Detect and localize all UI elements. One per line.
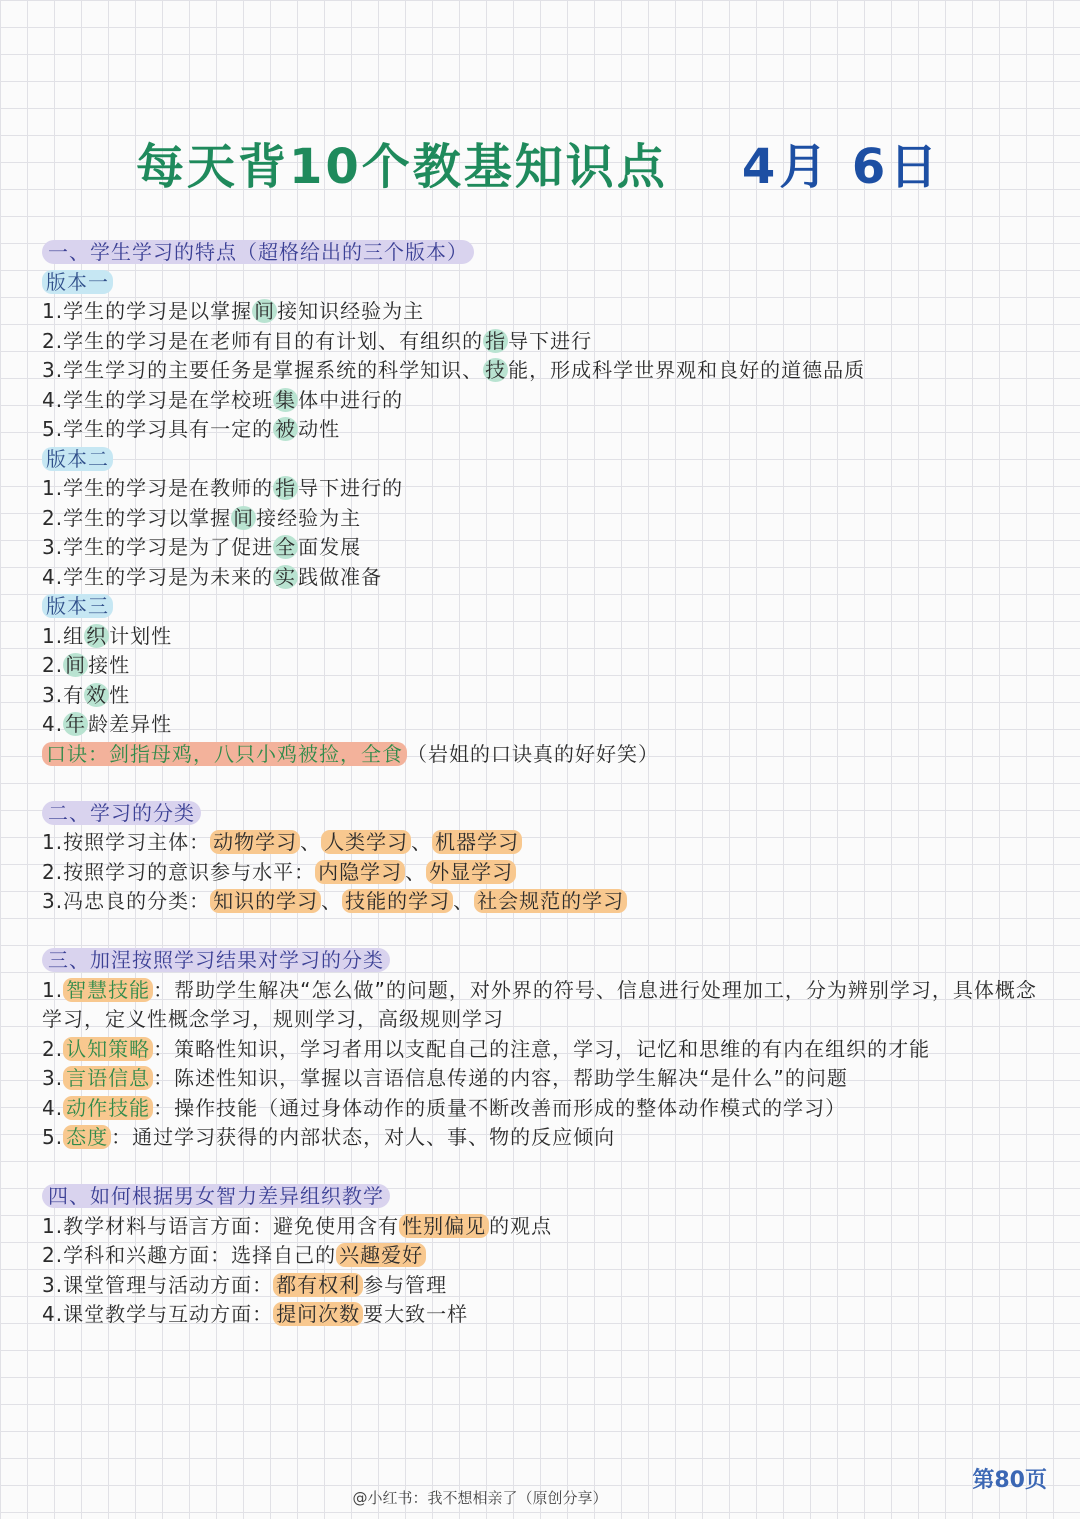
list-item: 4.学生的学习是为未来的 实 践做准备 — [42, 564, 383, 589]
version-label-3: 版本三 — [42, 592, 1052, 622]
list-item: 1. 智慧技能 ：帮助学生解决“怎么做”的问题，对外界的符号、信息进行处理加工，分为辨别学习，具体概念学习，定义性概念学习，规则学习，高级规则学习 — [42, 977, 1037, 1031]
list-item: 1.按照学习主体： 动物学习 、 人类学习 、 机器学习 — [42, 828, 1052, 858]
notes-content — [42, 238, 1052, 1330]
list-item: 3. 言语信息 ：陈述性知识，掌握以言语信息传递的内容，帮助学生解决“是什么”的问题 — [42, 1066, 848, 1090]
section-heading-3: 三、加涅按照学习结果对学习的分类 — [42, 946, 1052, 976]
footer-credit: @小红书：我不想相亲了（原创分享） — [352, 1489, 608, 1507]
title-date: 4月 6日 — [741, 139, 942, 195]
list-item: 4.课堂教学与互动方面： 提问次数 要大致一样 — [42, 1302, 469, 1326]
page-title — [136, 128, 941, 197]
list-item: 2. 间 接性 — [42, 653, 131, 677]
list-item: 1.学生的学习是在教师的 指 导下进行的 — [42, 476, 404, 500]
list-item: 4. 动作技能 ：操作技能（通过身体动作的质量不断改善而形成的整体动作模式的学习） — [42, 1095, 847, 1120]
list-item: 3.学生学习的主要任务是掌握系统的科学知识、 技 能，形成科学世界观和良好的道德品质 — [42, 358, 866, 382]
list-item: 5.学生的学习具有一定的 被 动性 — [42, 417, 341, 441]
list-item: 3.学生的学习是为了促进 全 面发展 — [42, 535, 362, 559]
list-item: 3.有 效 性 — [42, 682, 131, 707]
list-item: 1.学生的学习是以掌握 间 接知识经验为主 — [42, 299, 425, 323]
list-item: 5. 态度 ：通过学习获得的内部状态，对人、事、物的反应倾向 — [42, 1125, 616, 1149]
section-heading-1: 一、学生学习的特点（超格给出的三个版本） — [42, 238, 1052, 268]
list-item: 2. 认知策略 ：策略性知识，学习者用以支配自己的注意，学习，记忆和思维的有内在组织的才能 — [42, 1036, 931, 1061]
section-heading-2: 二、学习的分类 — [42, 799, 1052, 829]
mnemonic-label: 口诀：剑指母鸡，八只小鸡被捡，全食 — [42, 742, 407, 766]
list-item: 2.学生的学习是在老师有目的有计划、有组织的 指 导下进行 — [42, 328, 593, 353]
page-number: 第80页 — [972, 1468, 1047, 1493]
version-label-2: 版本二 — [42, 445, 1052, 475]
list-item: 2.学科和兴趣方面：选择自己的 兴趣爱好 — [42, 1241, 1052, 1271]
list-item: 1.教学材料与语言方面：避免使用含有 性别偏见 的观点 — [42, 1213, 553, 1238]
list-item: 3.课堂管理与活动方面： 都有权利 参与管理 — [42, 1272, 448, 1297]
list-item: 2.学生的学习以掌握 间 接经验为主 — [42, 505, 362, 530]
list-item: 4.学生的学习是在学校班 集 体中进行的 — [42, 387, 404, 412]
title-main: 每天背10个教基知识点 — [136, 139, 668, 195]
list-item: 3.冯忠良的分类： 知识的学习 、 技能的学习 、 社会规范的学习 — [42, 887, 1052, 917]
list-item: 4. 年 龄差异性 — [42, 712, 173, 736]
list-item: 1.组 织 计划性 — [42, 623, 173, 648]
version-label-1: 版本一 — [42, 268, 1052, 298]
list-item: 2.按照学习的意识参与水平： 内隐学习 、 外显学习 — [42, 858, 1052, 888]
mnemonic — [42, 740, 1052, 770]
section-heading-4: 四、如何根据男女智力差异组织教学 — [42, 1182, 1052, 1212]
mnemonic-note: （岩姐的口诀真的好好笑） — [407, 741, 659, 766]
